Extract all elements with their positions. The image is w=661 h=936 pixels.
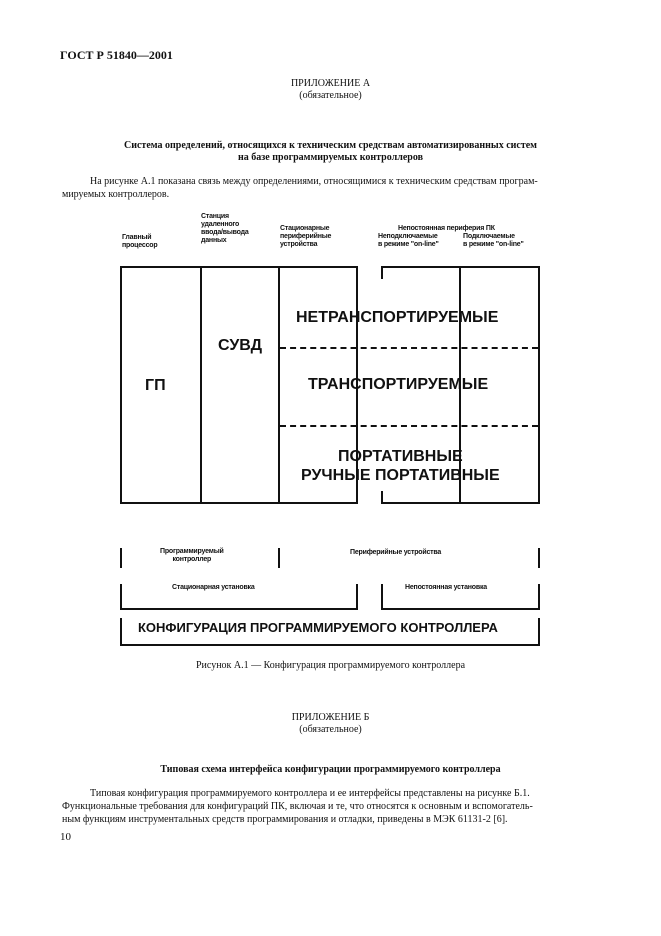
label-remote-io-l3: ввода/вывода [201, 229, 249, 236]
appendix-a-title: ПРИЛОЖЕНИЕ А [290, 78, 371, 89]
label-stationary-l2: периферийные [280, 233, 332, 240]
config-label: КОНФИГУРАЦИЯ ПРОГРАММИРУЕМОГО КОНТРОЛЛЕРА [138, 620, 498, 635]
label-main-processor-l1: Главный [122, 234, 152, 241]
label-main-processor-l2: процессор [122, 242, 158, 249]
page-number: 10 [60, 831, 71, 843]
handheld-portable-label: РУЧНЫЕ ПОРТАТИВНЫЕ [301, 467, 500, 484]
appendix-b-title: ПРИЛОЖЕНИЕ Б [291, 712, 370, 723]
appendix-b-heading: Типовая схема интерфейса конфигурации программируемого контроллера [160, 764, 501, 775]
label-pc-l2: контроллер [172, 556, 212, 563]
appendix-b-para-line3: ным функциям инструментальных средств программирования и отладки, приведены в МЭК 61131-2 [6]. [62, 814, 508, 825]
periph-box-left-tick-top [381, 266, 383, 279]
label-pc-l1: Программируемый [160, 548, 224, 555]
label-offline-l2: в режиме "on-line" [378, 241, 439, 248]
appendix-a-subtitle: (обязательное) [299, 90, 362, 101]
appendix-b-para-line1: Типовая конфигурация программируемого контроллера и ее интерфейсы представлены на рисунке Б.1. [90, 788, 530, 799]
dashed-separator-2 [280, 425, 538, 427]
label-remote-io-l1: Станция [201, 213, 229, 220]
bracket-config-right [538, 618, 540, 644]
label-nonpermanent-installation: Непостоянная установка [405, 584, 487, 591]
appendix-b-para-line2: Функциональные требования для конфигураций ПК, включая и те, что относятся к основным и вспомогатель- [62, 801, 533, 812]
dashed-separator-1 [280, 347, 538, 349]
divider-suvd-periph [278, 266, 280, 504]
label-stationary-periph [280, 225, 331, 249]
nontransportable-label: НЕТРАНСПОРТИРУЕМЫЕ [296, 309, 499, 326]
bracket-stat-bottom [120, 608, 358, 610]
bracket-pc-right [278, 548, 280, 568]
label-offline-l1: Неподключаемые [378, 233, 438, 240]
bracket-stat-left [120, 584, 122, 608]
bracket-stat-right [356, 584, 358, 608]
label-peripheral-devices: Периферийные устройства [350, 549, 442, 556]
label-stationary-installation: Стационарная установка [172, 584, 255, 591]
appendix-b-subtitle: (обязательное) [299, 724, 362, 735]
transportable-label: ТРАНСПОРТИРУЕМЫЕ [308, 376, 489, 393]
label-pc-nonpermanent-periph: Непостоянная периферия ПК [398, 225, 495, 232]
appendix-a-heading-line2: на базе программируемых контроллеров [238, 152, 423, 163]
label-remote-io-station [201, 213, 249, 245]
label-remote-io-l2: удаленного [201, 221, 240, 228]
bracket-nonstat-bottom [381, 608, 540, 610]
bracket-pc-left [120, 548, 122, 568]
label-online-l1: Подключаемые [463, 233, 515, 240]
label-main-processor [122, 234, 157, 250]
portable-label: ПОРТАТИВНЫЕ [338, 448, 463, 465]
standard-header: ГОСТ Р 51840—2001 [60, 48, 173, 62]
label-remote-io-l4: данных [201, 237, 227, 244]
suvd-label: СУВД [218, 337, 263, 354]
label-programmable-controller [160, 548, 224, 564]
label-stationary-l3: устройства [280, 241, 318, 248]
appendix-a-para-line2: мируемых контроллеров. [62, 189, 170, 200]
gp-label: ГП [145, 377, 166, 394]
appendix-a-heading-line1: Система определений, относящихся к техническим средствам автоматизированных систем [124, 140, 537, 151]
appendix-a-para-line1: На рисунке А.1 показана связь между определениями, относящимися к техническим средствам програм- [90, 176, 538, 187]
label-online-l2: в режиме "on-line" [463, 241, 524, 248]
figure-caption: Рисунок А.1 — Конфигурация программируемого контроллера [195, 660, 466, 671]
appendix-b-paragraph [62, 787, 600, 826]
label-offline [378, 233, 439, 249]
bracket-periph-right [538, 548, 540, 568]
bracket-config-bottom [120, 644, 540, 646]
bracket-nonstat-right [538, 584, 540, 608]
label-online [463, 233, 524, 249]
divider-gp-suvd [200, 266, 202, 504]
label-stationary-l1: Стационарные [280, 225, 330, 232]
bracket-config-left [120, 618, 122, 644]
periph-box-left-tick-bottom [381, 491, 383, 504]
bracket-nonstat-left [381, 584, 383, 608]
